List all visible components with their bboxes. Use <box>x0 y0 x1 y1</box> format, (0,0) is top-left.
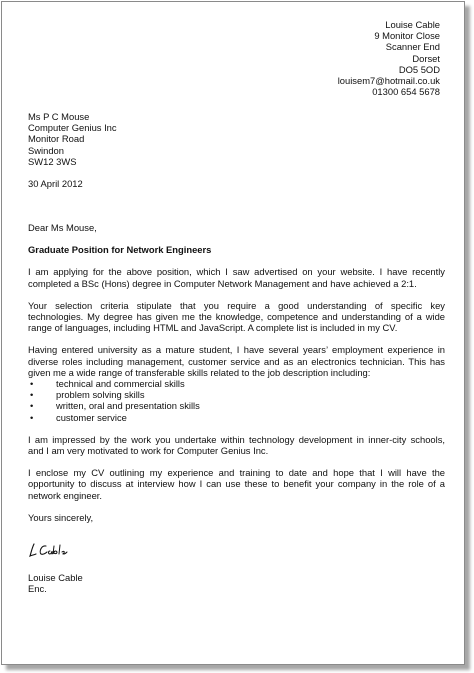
sign-off: Yours sincerely, <box>28 511 94 523</box>
skill-text: technical and commercial skills <box>56 378 185 390</box>
sender-postcode: DO5 5OD <box>398 63 440 75</box>
recipient-town: Swindon <box>28 144 64 156</box>
paragraph-line: I am applying for the above position, which I saw advertised on your website. I have recently <box>28 266 445 278</box>
signatory-name: Louise Cable <box>28 572 83 583</box>
paragraph-line: I enclose my CV outlining my experience and training to date and hope that I will have the <box>28 467 445 479</box>
paragraph-line: I am impressed by the work you undertake within technology development in inner-city schools, <box>28 433 445 445</box>
closing-block <box>28 572 83 594</box>
sender-phone: 01300 654 5678 <box>372 86 440 98</box>
list-item <box>28 378 445 389</box>
sender-address <box>338 19 440 97</box>
paragraph-line: network engineer. <box>28 489 103 501</box>
paragraph-line: opportunity to discuss at interview how I can use these to benefit your company in the role of a <box>28 478 445 490</box>
recipient-street: Monitor Road <box>28 133 85 145</box>
sender-email: louisem7@hotmail.co.uk <box>337 75 440 87</box>
subject-line: Graduate Position for Network Engineers <box>28 244 212 256</box>
letter-date: 30 April 2012 <box>28 178 83 189</box>
sender-name: Louise Cable <box>385 19 440 30</box>
letter-page <box>1 1 465 665</box>
list-item <box>28 412 445 423</box>
list-item <box>28 389 445 400</box>
paragraph-line: range of languages, including HTML and JavaScript. A complete list is included in my CV. <box>28 322 398 334</box>
bullet-icon: • <box>30 389 34 401</box>
list-item <box>28 400 445 411</box>
sender-street: 9 Monitor Close <box>374 30 440 42</box>
paragraph-line: given me a wide range of transferable skills related to the job description including: <box>28 366 371 378</box>
paragraph-4 <box>28 434 445 456</box>
signature <box>28 541 68 561</box>
sender-area: Scanner End <box>385 41 440 53</box>
bullet-icon: • <box>30 411 34 423</box>
skills-list <box>28 378 445 423</box>
paragraph-2 <box>28 300 445 334</box>
enclosure-note: Enc. <box>28 583 47 595</box>
paragraph-line: and I am very motivated to work for Computer Genius Inc. <box>28 445 269 457</box>
sender-county: Dorset <box>412 52 440 64</box>
recipient-address <box>28 111 117 167</box>
paragraph-line: technologies. My degree has given me the knowledge, competence and understanding of a wide <box>28 311 445 323</box>
paragraph-line: Having entered university as a mature student, I have several years’ employment experience in <box>28 344 445 356</box>
paragraph-3 <box>28 344 445 378</box>
recipient-company: Computer Genius Inc <box>28 122 117 134</box>
paragraph-5 <box>28 467 445 501</box>
paragraph-line: Your selection criteria stipulate that you require a good understanding of specific key <box>28 299 445 311</box>
bullet-icon: • <box>30 378 34 390</box>
signature-image <box>28 541 68 559</box>
recipient-name: Ms P C Mouse <box>28 111 90 122</box>
recipient-postcode: SW12 3WS <box>28 155 77 167</box>
paragraph-line: completed a BSc (Hons) degree in Computer Network Management and have achieved a 2:1. <box>28 277 417 289</box>
paragraph-line: diverse roles including management, customer service and as an electronics technician. This has <box>28 355 445 367</box>
letter-body <box>28 222 445 534</box>
skill-text: problem solving skills <box>56 389 145 401</box>
paragraph-1 <box>28 266 445 288</box>
bullet-icon: • <box>30 400 34 412</box>
salutation: Dear Ms Mouse, <box>28 222 97 233</box>
skill-text: customer service <box>56 411 127 423</box>
skill-text: written, oral and presentation skills <box>56 400 200 412</box>
